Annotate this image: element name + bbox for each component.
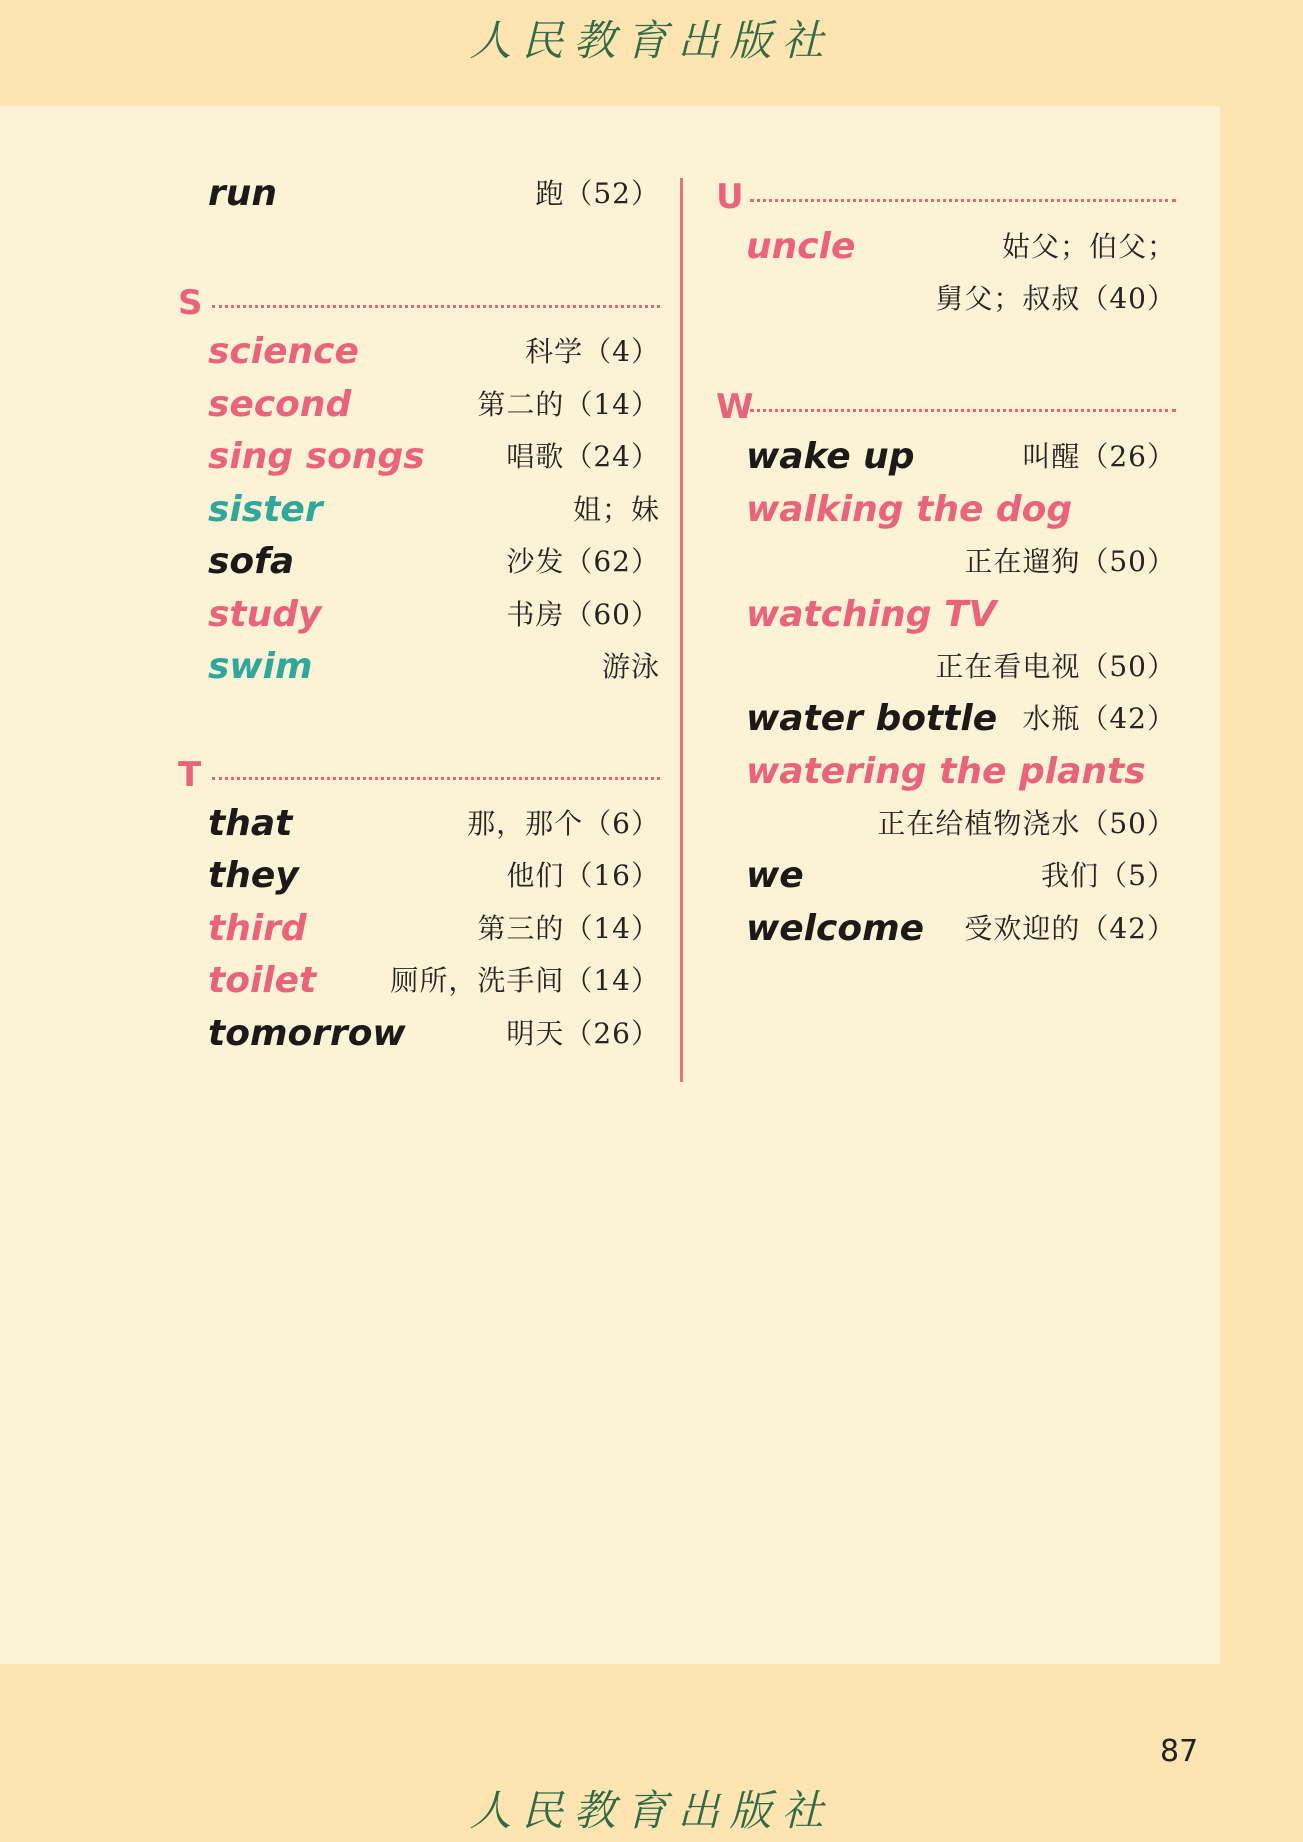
vocab-word: we xyxy=(746,855,804,896)
vocab-entry xyxy=(746,589,1176,641)
page-number: 87 xyxy=(1160,1734,1199,1769)
vocab-entry xyxy=(208,798,660,850)
dotted-rule xyxy=(212,777,660,780)
vocab-word: study xyxy=(208,594,322,635)
section-heading-u xyxy=(716,177,1176,217)
vocab-meaning: 明天（26） xyxy=(506,1017,660,1050)
vocab-meaning-continued: 正在给植物浇水（50） xyxy=(877,807,1176,840)
column-divider xyxy=(680,178,683,1082)
vocab-meaning: 受欢迎的（42） xyxy=(964,912,1176,945)
vocab-meaning: 跑（52） xyxy=(535,177,660,210)
dotted-rule xyxy=(750,199,1176,202)
vocab-word: science xyxy=(208,331,359,372)
dotted-rule xyxy=(750,409,1176,412)
vocab-word: swim xyxy=(208,646,313,687)
vocab-word: watering the plants xyxy=(746,751,1146,792)
vocab-entry xyxy=(746,746,1176,798)
vocab-meaning: 我们（5） xyxy=(1041,859,1176,892)
section-letter: S xyxy=(178,283,203,323)
vocab-entry xyxy=(208,641,660,693)
vocab-entry xyxy=(746,850,1176,902)
vocab-meaning: 他们（16） xyxy=(506,859,660,892)
vocab-word: toilet xyxy=(208,960,317,1001)
vocab-meaning: 姑父；伯父； xyxy=(1001,230,1176,263)
vocab-word: water bottle xyxy=(746,698,998,739)
vocab-word: run xyxy=(208,173,278,214)
vocab-meaning: 科学（4） xyxy=(525,335,660,368)
vocab-word: sister xyxy=(208,489,323,530)
section-letter: W xyxy=(716,387,754,427)
vocab-word: tomorrow xyxy=(208,1013,406,1054)
vocab-word: walking the dog xyxy=(746,489,1073,530)
section-letter: T xyxy=(178,755,202,795)
vocab-entry xyxy=(746,693,1176,745)
vocab-word: third xyxy=(208,908,307,949)
vocab-word: wake up xyxy=(746,436,915,477)
vocab-word: sing songs xyxy=(208,436,425,477)
vocab-meaning-continued: 舅父；叔叔（40） xyxy=(935,282,1176,315)
vocab-entry xyxy=(208,168,660,220)
vocab-word: sofa xyxy=(208,541,295,582)
vocab-entry xyxy=(208,431,660,483)
vocab-entry xyxy=(208,850,660,902)
vocab-entry xyxy=(208,326,660,378)
vocab-entry xyxy=(208,903,660,955)
vocab-meaning: 游泳 xyxy=(601,650,660,683)
section-heading-t xyxy=(178,755,660,795)
vocab-word: welcome xyxy=(746,908,925,949)
vocab-meaning: 那，那个（6） xyxy=(467,807,660,840)
vocab-entry xyxy=(746,484,1176,536)
vocab-word: watching TV xyxy=(746,594,997,635)
vocab-meaning: 唱歌（24） xyxy=(506,440,660,473)
vocab-meaning: 水瓶（42） xyxy=(1022,702,1176,735)
vocab-word: uncle xyxy=(746,226,856,267)
vocab-meaning: 姐；妹 xyxy=(572,493,660,526)
vocab-meaning: 第二的（14） xyxy=(477,388,660,421)
vocab-entry xyxy=(208,379,660,431)
vocab-word: second xyxy=(208,384,352,425)
vocab-entry xyxy=(208,955,660,1007)
publisher-logo-top: 人民教育出版社 xyxy=(469,16,834,65)
vocab-entry xyxy=(208,1008,660,1060)
vocab-meaning: 沙发（62） xyxy=(506,545,660,578)
section-heading-s xyxy=(178,283,660,323)
vocab-meaning: 第三的（14） xyxy=(477,912,660,945)
vocab-entry xyxy=(208,484,660,536)
vocab-meaning: 厕所，洗手间（14） xyxy=(390,964,660,997)
vocab-word: they xyxy=(208,855,299,896)
vocab-word: that xyxy=(208,803,293,844)
publisher-logo-bottom: 人民教育出版社 xyxy=(469,1786,834,1835)
vocab-entry xyxy=(208,536,660,588)
section-heading-w xyxy=(716,387,1176,427)
vocab-entry xyxy=(208,589,660,641)
vocab-entry xyxy=(746,903,1176,955)
section-letter: U xyxy=(716,177,744,217)
vocab-meaning: 书房（60） xyxy=(506,598,660,631)
dotted-rule xyxy=(212,305,660,308)
vocab-entry xyxy=(746,431,1176,483)
vocab-meaning-continued: 正在遛狗（50） xyxy=(964,545,1176,578)
vocab-meaning-continued: 正在看电视（50） xyxy=(935,650,1176,683)
vocab-entry xyxy=(746,221,1176,273)
vocab-meaning: 叫醒（26） xyxy=(1022,440,1176,473)
